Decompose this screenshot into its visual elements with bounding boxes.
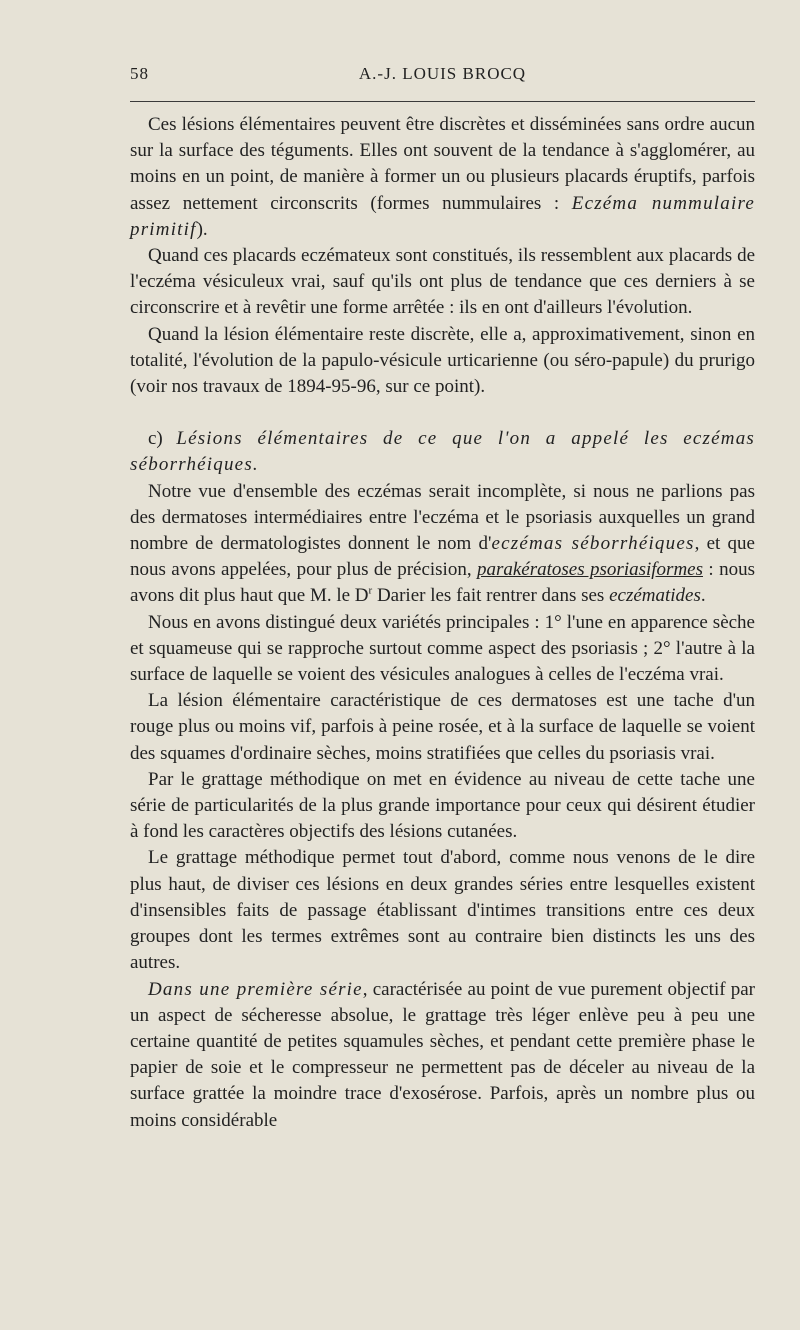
paragraph: La lésion élémentaire caractéristique de ces dermatoses est une tache d'un rouge plus ou moins vif, parfois à peine rosée, et à la surface de laquelle se voient des squames d'ordinaire sèches, moins stratifiées que celles du psoriasis vrai.	[130, 690, 755, 764]
paragraph: Nous en avons distingué deux variétés principales : 1° l'une en apparence sèche et squameuse qui se rapproche surtout comme aspect des psoriasis ; 2° l'autre à la surface de laquelle se voient des vésicules analogues à celles de l'eczéma vrai.	[130, 611, 755, 686]
paragraph: Par le grattage méthodique on met en évidence au niveau de cette tache une série de particularités de la plus grande importance pour ceux qui désirent étudier à fond les caractères objectifs des lésions cutanées.	[130, 768, 755, 843]
paragraph: Notre vue d'ensemble des eczémas serait incomplète, si nous ne parlions pas des dermatoses intermédiaires entre l'eczéma et le psoriasis auxquelles un grand nombre de dermatologistes donnent le nom d'eczémas séborrhéiques, et que nous avons appelées, pour plus de précision, parakératoses psoriasiformes : nous avons dit plus haut que M. le $D^r$ Darier les fait rentrer dans ses eczématides.	[130, 480, 755, 607]
page-number: 58	[130, 64, 149, 83]
paragraph: Quand la lésion élémentaire reste discrète, elle a, approximativement, sinon en totalité, l'évolution de la papulo-vésicule urticarienne (ou séro-papule) du prurigo (voir nos travaux de 1894-95-96, sur ce point).	[130, 323, 755, 398]
paragraph: Le grattage méthodique permet tout d'abord, comme nous venons de le dire plus haut, de diviser ces lésions en deux grandes séries entre lesquelles existent d'insensibles faits de passage établissant d'intimes transitions entre ces deux groupes dont les termes extrêmes sont au contraire bien distincts les uns des autres.	[130, 847, 755, 974]
paragraph: Dans une première série, caractérisée au point de vue purement objectif par un aspect de sécheresse absolue, le grattage très léger enlève peu à peu une certaine quantité de petites squamules sèches, et pendant cette première phase le papier de soie et le compresseur ne permettent pas de déceler au niveau de la surface grattée la moindre trace d'exosérose. Parfois, après un nombre plus ou moins considérable	[130, 978, 755, 1131]
section-heading: c) Lésions élémentaires de ce que l'on a appelé les eczémas séborrhéiques.	[130, 428, 755, 476]
page-header	[130, 64, 755, 92]
running-title: A.-J. LOUIS BROCQ	[358, 64, 527, 83]
header-rule	[130, 101, 755, 102]
paragraph: Quand ces placards eczémateux sont constitués, ils ressemblent aux placards de l'eczéma vésiculeux vrai, sauf qu'ils ont plus de tendance que ces derniers à se circonscrire et à revêtir une forme arrêtée : ils en ont d'ailleurs l'évolution.	[130, 245, 755, 319]
paragraph: Ces lésions élémentaires peuvent être discrètes et disséminées sans ordre aucun sur la surface des téguments. Elles ont souvent de la tendance à s'agglomérer, au moins en un point, de manière à former un ou plusieurs placards éruptifs, parfois assez nettement circonscrits (formes nummulaires : Eczéma nummulaire primitif).	[130, 114, 755, 240]
body-text	[130, 112, 755, 1134]
